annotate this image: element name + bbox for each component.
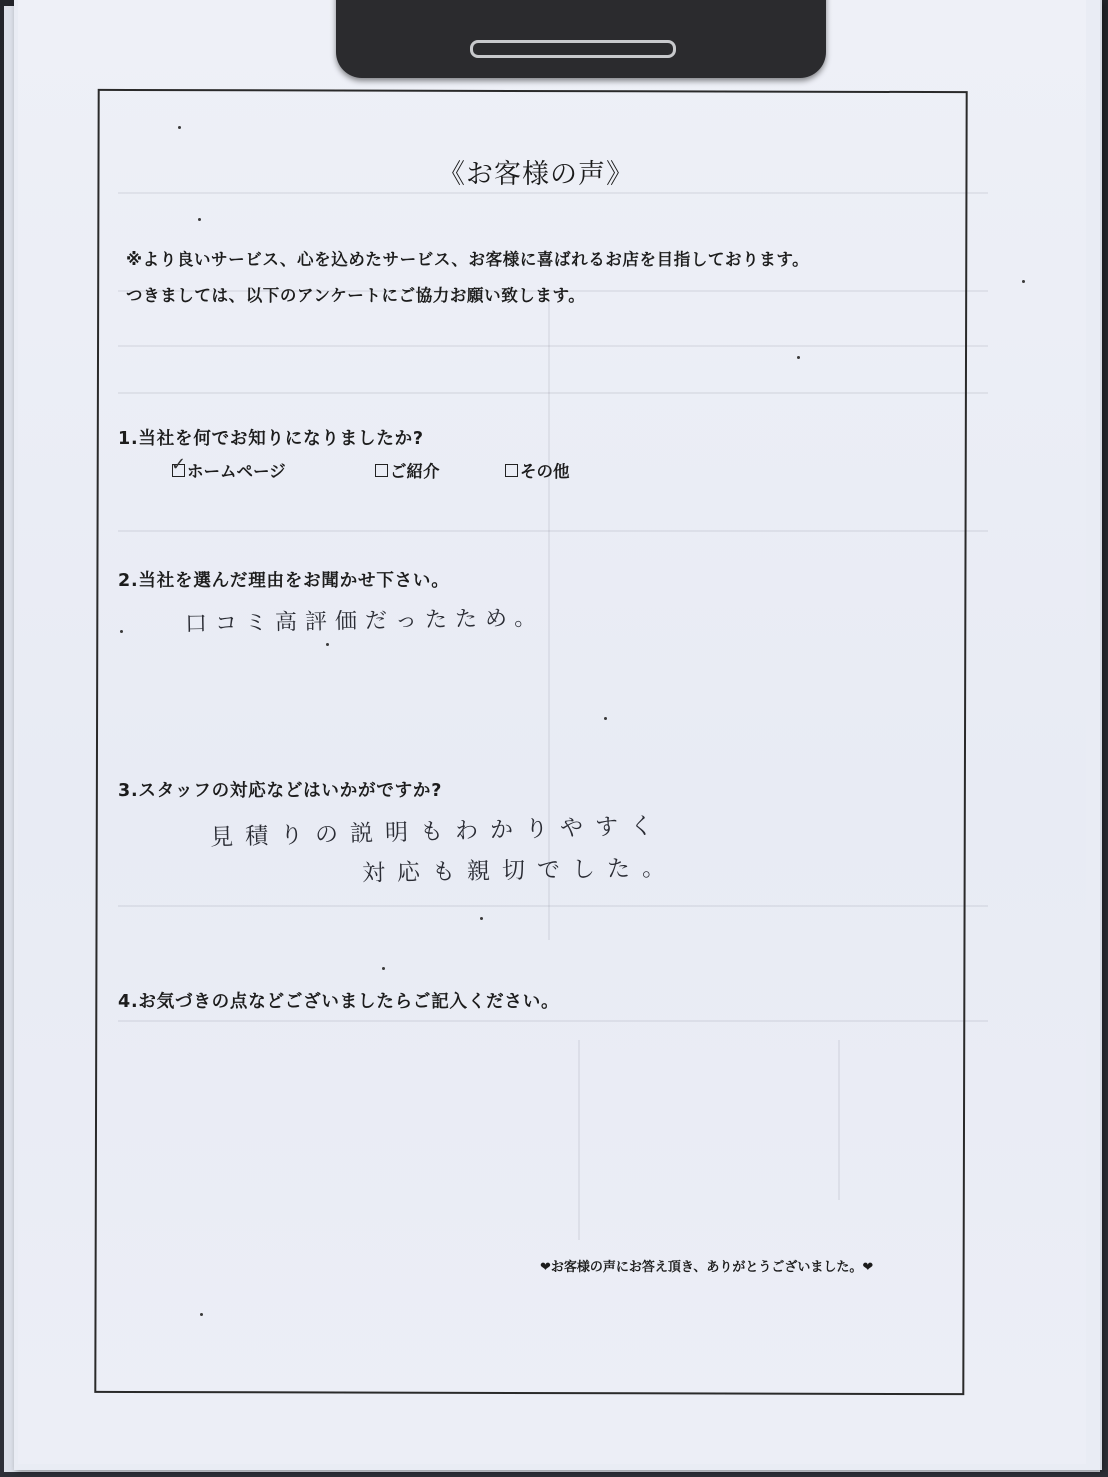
clipboard-clip [336,0,826,78]
question-1-label: 1.当社を何でお知りになりましたか? [118,429,424,449]
ink-speck [797,356,800,359]
intro-line-1: ※より良いサービス、心を込めたサービス、お客様に喜ばれるお店を目指しております。 [126,250,810,269]
heart-icon: ❤ [862,1260,874,1275]
question-2-answer: 口コミ高評価だったため。 [184,605,545,638]
checkbox-referral[interactable] [375,464,388,477]
question-4-label: 4.お気づきの点などございましたらご記入ください。 [118,992,560,1012]
ink-speck [480,917,483,920]
option-referral[interactable] [375,458,440,482]
option-other-label: その他 [520,462,570,481]
clip-wire [470,40,676,58]
ink-speck [1022,280,1025,283]
form-title: 《お客様の声》 [438,159,634,190]
ink-speck [178,126,181,129]
ink-speck [604,717,607,720]
checkbox-homepage[interactable] [171,453,187,477]
footer-thanks [540,1256,873,1275]
question-3-label: 3.スタッフの対応などはいかがですか? [118,781,443,801]
question-3-answer-line-1: 見積りの説明もわかりやすく [209,813,666,851]
intro-line-2: つきましては、以下のアンケートにご協力お願い致します。 [126,286,586,305]
ink-speck [326,643,329,646]
footer-thanks-text: お客様の声にお答え頂き、ありがとうございました。 [550,1260,863,1275]
question-2-label: 2.当社を選んだ理由をお聞かせ下さい。 [118,571,450,591]
ink-speck [382,967,385,970]
checkbox-other[interactable] [505,464,518,477]
ink-speck [200,1313,203,1316]
ink-speck [120,630,123,633]
option-other[interactable] [505,458,570,482]
option-homepage[interactable] [171,453,286,482]
option-referral-label: ご紹介 [390,462,440,481]
heart-icon: ❤ [540,1260,551,1275]
checkmark-icon: ✓ [171,453,187,475]
option-homepage-label: ホームページ [187,462,286,481]
question-3-answer-line-2: 対応も親切でした。 [361,855,678,887]
ink-speck [198,218,201,221]
